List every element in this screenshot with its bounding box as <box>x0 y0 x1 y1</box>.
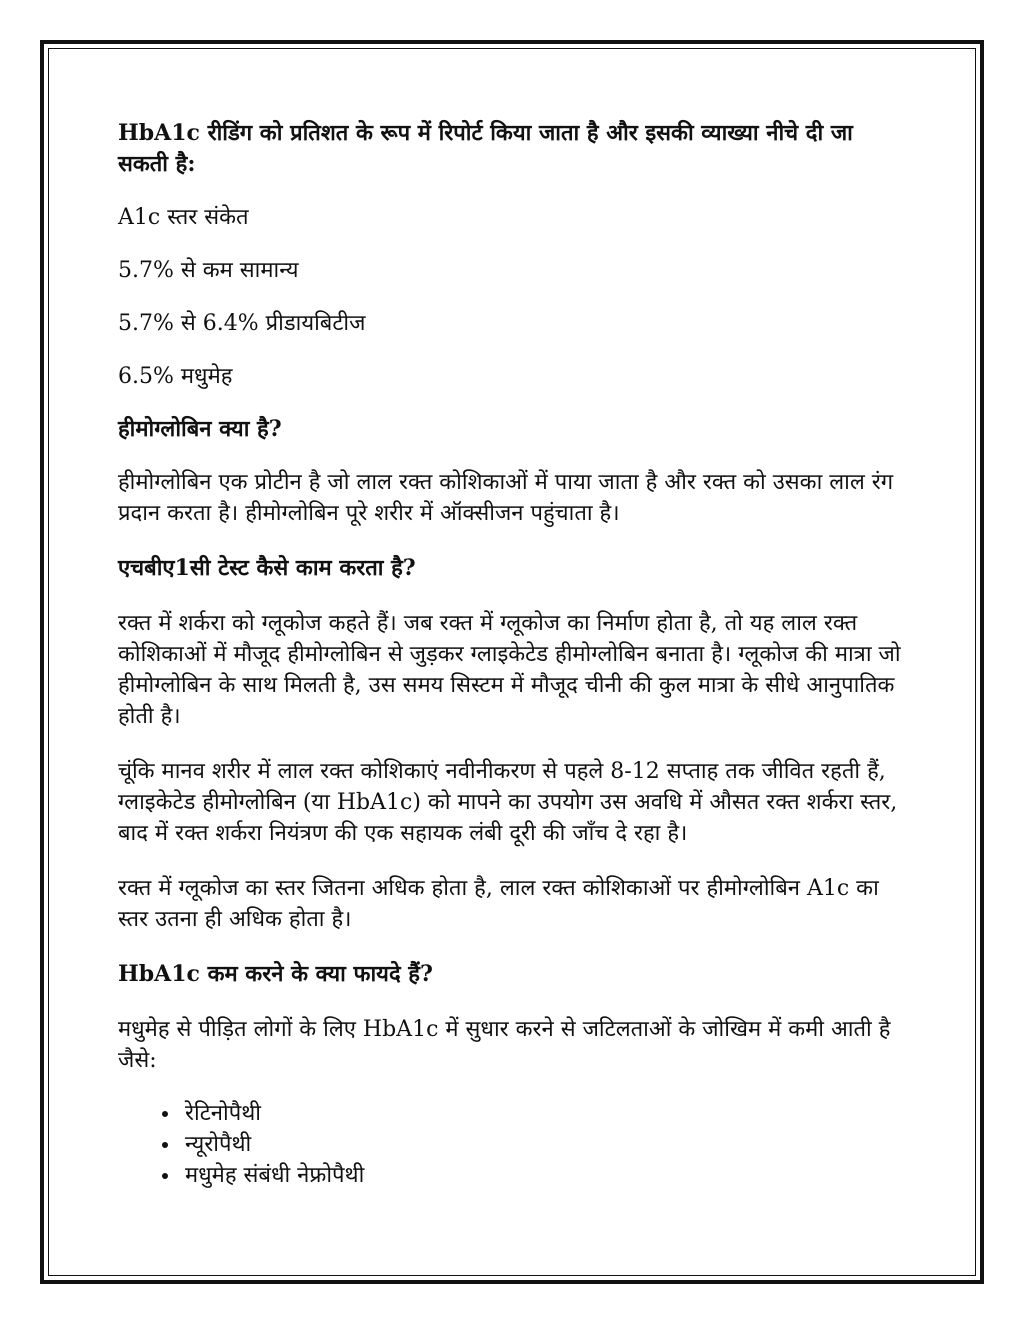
intro-heading: HbA1c रीडिंग को प्रतिशत के रूप में रिपोर्ट किया जाता है और इसकी व्याख्या नीचे दी जा सकती है: <box>118 120 853 177</box>
test-paragraph-1: रक्त में शर्करा को ग्लूकोज कहते हैं। जब रक्त में ग्लूकोज का निर्माण होता है, तो यह लाल रक्त कोशिकाओं में मौजूद हीमोग्लोबिन से जुड़कर ग्लाइकेटेड हीमोग्लोबिन बनाता है। ग्लूकोज की मात्रा जो हीमोग्लोबिन के साथ मिलती है, उस समय सिस्टम में मौजूद चीनी की कुल मात्रा के सीधे आनुपातिक होती है। <box>118 611 901 729</box>
levels-row-prediabetes: 5.7% से 6.4% प्रीडायबिटीज <box>118 311 366 336</box>
test-paragraph-3: रक्त में ग्लूकोज का स्तर जितना अधिक होता है, लाल रक्त कोशिकाओं पर हीमोग्लोबिन A1c का स्तर उतना ही अधिक होता है। <box>118 876 879 932</box>
benefits-heading: HbA1c कम करने के क्या फायदे हैं? <box>118 961 433 987</box>
levels-row-normal: 5.7% से कम सामान्य <box>118 258 299 283</box>
benefits-paragraph: मधुमेह से पीड़ित लोगों के लिए HbA1c में सुधार करने से जटिलताओं के जोखिम में कमी आती है जैसे: <box>118 1017 891 1073</box>
test-heading: एचबीए1सी टेस्ट कैसे काम करता है? <box>118 555 416 581</box>
document-body <box>118 118 908 1191</box>
levels-row-diabetes: 6.5% मधुमेह <box>118 364 233 389</box>
test-paragraph-2: चूंकि मानव शरीर में लाल रक्त कोशिकाएं नवीनीकरण से पहले 8-12 सप्ताह तक जीवित रहती हैं, ग्लाइकेटेड हीमोग्लोबिन (या HbA1c) को मापने का उपयोग उस अवधि में औसत रक्त शर्करा स्तर, बाद में रक्त शर्करा नियंत्रण की एक सहायक लंबी दूरी की जाँच दे रहा है। <box>118 759 898 846</box>
list-item: • न्यूरोपैथी <box>181 1129 908 1160</box>
hemoglobin-heading: हीमोग्लोबिन क्या है? <box>118 416 282 442</box>
list-item: • रेटिनोपैथी <box>181 1098 908 1129</box>
list-item: • मधुमेह संबंधी नेफ्रोपैथी <box>181 1160 908 1191</box>
hemoglobin-paragraph: हीमोग्लोबिन एक प्रोटीन है जो लाल रक्त कोशिकाओं में पाया जाता है और रक्त को उसका लाल रंग प्रदान करता है। हीमोग्लोबिन पूरे शरीर में ऑक्सीजन पहुंचाता है। <box>118 470 894 526</box>
levels-table-header: A1c स्तर संकेत <box>118 205 249 230</box>
complications-list <box>118 1098 908 1191</box>
